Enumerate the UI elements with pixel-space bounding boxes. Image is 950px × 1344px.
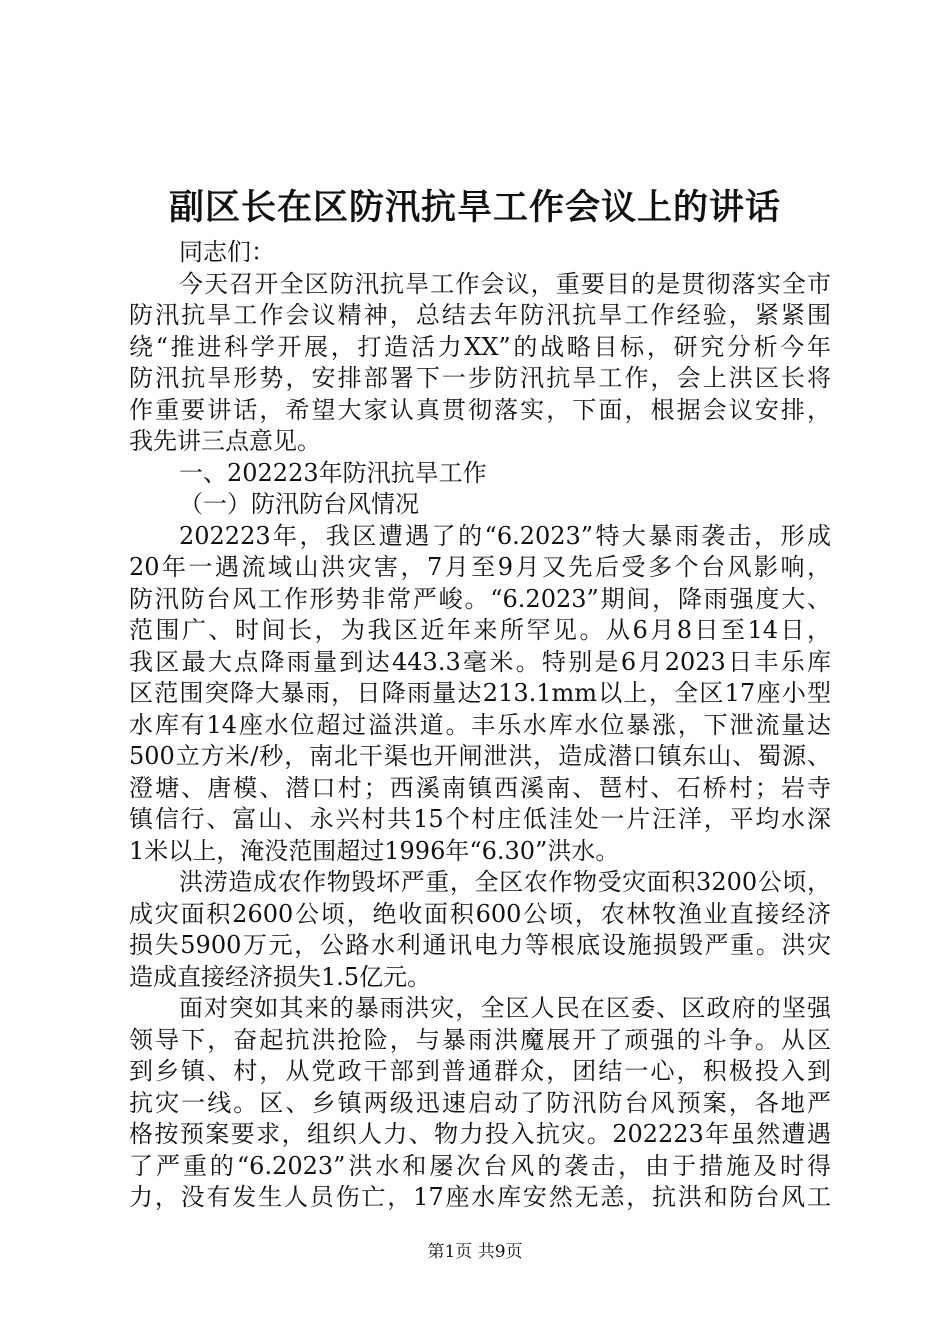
document-body	[129, 237, 831, 1214]
paragraph-line: 202223年，我区遭遇了的“6.2023”特大暴雨袭击，形成	[179, 521, 831, 550]
paragraph-line: 作重要讲话，希望大家认真贯彻落实，下面，根据会议安排，	[129, 395, 831, 424]
paragraph-line: 澄塘、唐模、潜口村；西溪南镇西溪南、琶村、石桥村；岩寺	[129, 773, 831, 802]
paragraph-line: 我先讲三点意见。	[129, 427, 321, 455]
paragraph-line: 格按预案要求，组织人力、物力投入抗灾。202223年虽然遭遇	[129, 1120, 831, 1148]
paragraph-line: 了严重的“6.2023”洪水和屡次台风的袭击，由于措施及时得	[129, 1151, 831, 1180]
paragraph-line: 我区最大点降雨量到达443.3毫米。特别是6月2023日丰乐库	[129, 647, 831, 676]
paragraph-line: 面对突如其来的暴雨洪灾，全区人民在区委、区政府的坚强	[179, 994, 831, 1022]
paragraph-line: 区范围突降大暴雨，日降雨量达213.1mm以上，全区17座小型	[129, 679, 831, 707]
paragraph-line: 抗灾一线。区、乡镇两级迅速启动了防汛防台风预案，各地严	[129, 1088, 831, 1117]
document-title: 副区长在区防汛抗旱工作会议上的讲话	[168, 187, 781, 228]
paragraph-line: 防汛防台风工作形势非常严峻。“6.2023”期间，降雨强度大、	[129, 584, 831, 613]
paragraph-line: 防汛抗旱形势，安排部署下一步防汛抗旱工作，会上洪区长将	[129, 364, 831, 392]
paragraph-line: 造成直接经济损失1.5亿元。	[129, 962, 432, 991]
page-number-footer: 第1页 共9页	[427, 1242, 523, 1262]
paragraph-line: 成灾面积2600公顷，绝收面积600公顷，农林牧渔业直接经济	[129, 899, 831, 928]
paragraph-line: 到乡镇、村，从党政干部到普通群众，团结一心，积极投入到	[129, 1057, 831, 1085]
paragraph-line: 领导下，奋起抗洪抢险，与暴雨洪魔展开了顽强的斗争。从区	[129, 1025, 831, 1054]
section-heading: 一、202223年防汛抗旱工作	[179, 458, 487, 487]
paragraph-line: 洪涝造成农作物毁坏严重，全区农作物受灾面积3200公顷，	[179, 868, 831, 896]
paragraph-line: 防汛抗旱工作会议精神，总结去年防汛抗旱工作经验，紧紧围	[129, 301, 831, 329]
paragraph-line: 今天召开全区防汛抗旱工作会议，重要目的是贯彻落实全市	[179, 269, 831, 298]
salutation-line: 同志们：	[179, 238, 275, 266]
paragraph-line: 500立方米/秒，南北干渠也开闸泄洪，造成潜口镇东山、蜀源、	[129, 742, 831, 770]
paragraph-line: 镇信行、富山、永兴村共15个村庄低洼处一片汪洋，平均水深	[129, 805, 831, 833]
paragraph-line: 力，没有发生人员伤亡，17座水库安然无恙，抗洪和防台风工	[129, 1183, 831, 1211]
paragraph-line: 范围广、时间长，为我区近年来所罕见。从6月8日至14日，	[129, 616, 831, 644]
paragraph-line: 1米以上，淹没范围超过1996年“6.30”洪水。	[129, 836, 620, 865]
paragraph-line: 水库有14座水位超过溢洪道。丰乐水库水位暴涨，下泄流量达	[129, 710, 831, 739]
subsection-heading: （一）防汛防台风情况	[179, 490, 419, 518]
paragraph-line: 损失5900万元，公路水利通讯电力等根底设施损毁严重。洪灾	[129, 931, 831, 959]
paragraph-line: 20年一遇流域山洪灾害，7月至9月又先后受多个台风影响，	[129, 553, 831, 581]
paragraph-line: 绕“推进科学开展，打造活力XX”的战略目标，研究分析今年	[129, 332, 831, 361]
